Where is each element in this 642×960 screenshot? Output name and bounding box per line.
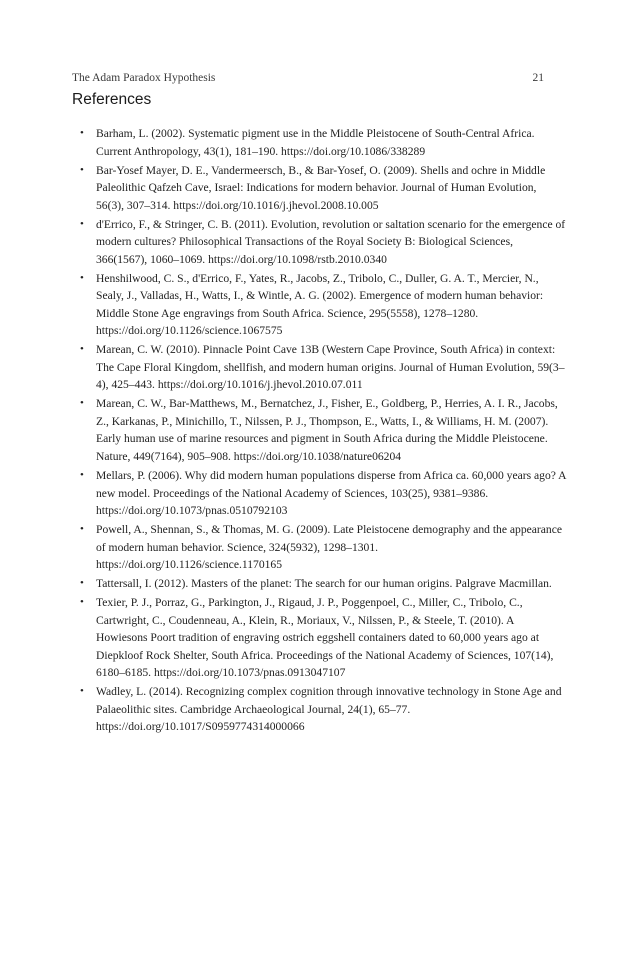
running-header [72, 72, 544, 88]
bullet-icon: • [80, 685, 84, 698]
bullet-icon: • [80, 397, 84, 410]
reference-text: d'Errico, F., & Stringer, C. B. (2011). Evolution, revolution or saltation scenario for the emergence of modern cultures? Philosophical Transactions of the Royal Society B: Biological Sciences, 366(1567), 1060–1069. https://doi.org/10.1098/rstb.2010.0340 [96, 217, 566, 266]
reference-text: Texier, P. J., Porraz, G., Parkington, J., Rigaud, J. P., Poggenpoel, C., Miller, C., Tribolo, C., Cartwright, C., Coudenneau, A., Klein, R., Moriaux, V., Nilssen, P., & Steele, T. (2010). A Howiesons Poort tradition of engraving ostrich eggshell containers dated to 60,000 years ago at Diepkloof Rock Shelter, South Africa. Proceedings of the National Academy of Sciences, 107(14), 6180–6185. https://doi.org/10.1073/pnas.0913047107 [96, 596, 554, 680]
reference-text: Henshilwood, C. S., d'Errico, F., Yates, R., Jacobs, Z., Tribolo, C., Duller, G. A. T., Mercier, N., Sealy, J., Valladas, H., Watts, I., & Wintle, A. G. (2002). Emergence of modern human behavior: Middle Stone Age engravings from South Africa. Science, 295(5558), 1278–1280. https://doi.org/10.1126/science.1067575 [96, 271, 544, 338]
bullet-icon: • [80, 596, 84, 609]
reference-item [80, 521, 566, 574]
reference-text: Tattersall, I. (2012). Masters of the planet: The search for our human origins. Palgrave Macmillan. [96, 577, 552, 591]
reference-list [80, 125, 566, 738]
reference-item [80, 395, 566, 465]
bullet-icon: • [80, 127, 84, 139]
reference-text: Bar-Yosef Mayer, D. E., Vandermeersch, B., & Bar-Yosef, O. (2009). Shells and ochre in Middle Paleolithic Qafzeh Cave, Israel: Indications for modern behavior. Journal of Human Evolution, 56(3), 307–314. https://doi.org/10.1016/j.jhevol.2008.10.005 [96, 163, 546, 212]
bullet-icon: • [80, 523, 84, 536]
bullet-icon: • [80, 271, 84, 284]
reference-text: Powell, A., Shennan, S., & Thomas, M. G. (2009). Late Pleistocene demography and the appearance of modern human behavior. Science, 324(5932), 1298–1301. https://doi.org/10.1126/science.1170165 [96, 523, 563, 572]
reference-item [80, 594, 566, 682]
reference-item [80, 162, 566, 215]
page-number: 21 [532, 72, 544, 84]
reference-text: Marean, C. W. (2010). Pinnacle Point Cave 13B (Western Cape Province, South Africa) in context: The Cape Floral Kingdom, shellfish, and modern human origins. Journal of Human Evolution, 59(3–4), 425–443. https://doi.org/10.1016/j.jhevol.2010.07.011 [96, 343, 565, 392]
bullet-icon: • [80, 163, 84, 176]
reference-item [80, 341, 566, 394]
reference-item [80, 683, 566, 736]
reference-item [80, 125, 566, 160]
reference-text: Barham, L. (2002). Systematic pigment use in the Middle Pleistocene of South-Central Africa. Current Anthropology, 43(1), 181–190. https://doi.org/10.1086/338289 [96, 127, 535, 158]
reference-item [80, 270, 566, 340]
bullet-icon: • [80, 577, 84, 590]
reference-item [80, 467, 566, 520]
reference-text: Wadley, L. (2014). Recognizing complex cognition through innovative technology in Stone Age and Palaeolithic sites. Cambridge Archaeological Journal, 24(1), 65–77. https://doi.org/10.1017/S0959774314000066 [96, 685, 562, 734]
reference-item [80, 575, 566, 593]
reference-text: Marean, C. W., Bar-Matthews, M., Bernatchez, J., Fisher, E., Goldberg, P., Herries, A. I. R., Jacobs, Z., Karkanas, P., Minichillo, T., Nilssen, P. J., Thompson, E., Watts, I., & Williams, H. M. (2007). Early human use of marine resources and pigment in South Africa during the Middle Pleistocene. Nature, 449(7164), 905–908. https://doi.org/10.1038/nature06204 [96, 397, 558, 463]
bullet-icon: • [80, 343, 84, 356]
reference-text: Mellars, P. (2006). Why did modern human populations disperse from Africa ca. 60,000 years ago? A new model. Proceedings of the National Academy of Sciences, 103(25), 9381–9386. https://doi.org/10.1073/pnas.0510792103 [96, 469, 566, 518]
bullet-icon: • [80, 217, 84, 230]
reference-item [80, 216, 566, 269]
running-title: The Adam Paradox Hypothesis [72, 72, 216, 84]
bullet-icon: • [80, 469, 84, 482]
section-heading: References [72, 91, 152, 108]
